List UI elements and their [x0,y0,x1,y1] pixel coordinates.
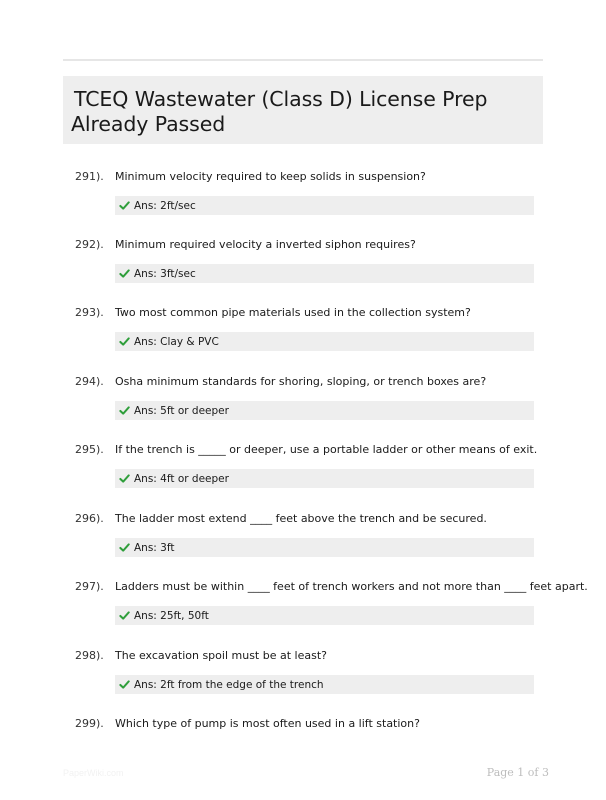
answer-box [115,538,534,557]
checkmark-icon [119,336,130,347]
question-text: Two most common pipe materials used in the collection system? [115,306,471,319]
answer-text: Ans: 2ft/sec [134,199,196,212]
question-text: Which type of pump is most often used in a lift station? [115,717,420,730]
question-number: 295). [75,443,104,456]
answer-box [115,469,534,488]
question-number: 291). [75,170,104,183]
title-banner [63,76,543,144]
answer-text: Ans: 3ft/sec [134,267,196,280]
question-number: 299). [75,717,104,730]
question-text: If the trench is _____ or deeper, use a portable ladder or other means of exit. [115,443,538,456]
page-number: Page 1 of 3 [486,766,549,779]
question-number: 298). [75,649,104,662]
checkmark-icon [119,473,130,484]
question-number: 296). [75,512,104,525]
answer-box [115,606,534,625]
page-title-line-2: Already Passed [71,111,226,136]
answer-text: Ans: 4ft or deeper [134,472,229,485]
answer-text: Ans: 5ft or deeper [134,404,229,417]
answer-box [115,675,534,694]
answer-text: Ans: 3ft [134,541,175,554]
question-text: Ladders must be within ____ feet of trench workers and not more than ____ feet apart. [115,580,588,593]
question-text: The excavation spoil must be at least? [115,649,327,662]
checkmark-icon [119,679,130,690]
checkmark-icon [119,405,130,416]
question-text: Minimum required velocity a inverted siphon requires? [115,238,416,251]
answer-box [115,401,534,420]
checkmark-icon [119,610,130,621]
answer-text: Ans: Clay & PVC [134,335,219,348]
answer-box [115,332,534,351]
checkmark-icon [119,542,130,553]
answer-text: Ans: 25ft, 50ft [134,609,209,622]
checkmark-icon [119,268,130,279]
footer-watermark: PaperWiki.com [63,768,124,778]
question-number: 293). [75,306,104,319]
answer-box [115,264,534,283]
question-text: Minimum velocity required to keep solids in suspension? [115,170,426,183]
question-number: 297). [75,580,104,593]
page-title-line-1: TCEQ Wastewater (Class D) License Prep [74,87,488,111]
page-title [71,87,487,136]
checkmark-icon [119,200,130,211]
question-text: The ladder most extend ____ feet above the trench and be secured. [115,512,487,525]
question-number: 292). [75,238,104,251]
answer-text: Ans: 2ft from the edge of the trench [134,678,324,691]
question-text: Osha minimum standards for shoring, sloping, or trench boxes are? [115,375,487,388]
question-number: 294). [75,375,104,388]
answer-box [115,196,534,215]
top-divider [63,59,543,61]
